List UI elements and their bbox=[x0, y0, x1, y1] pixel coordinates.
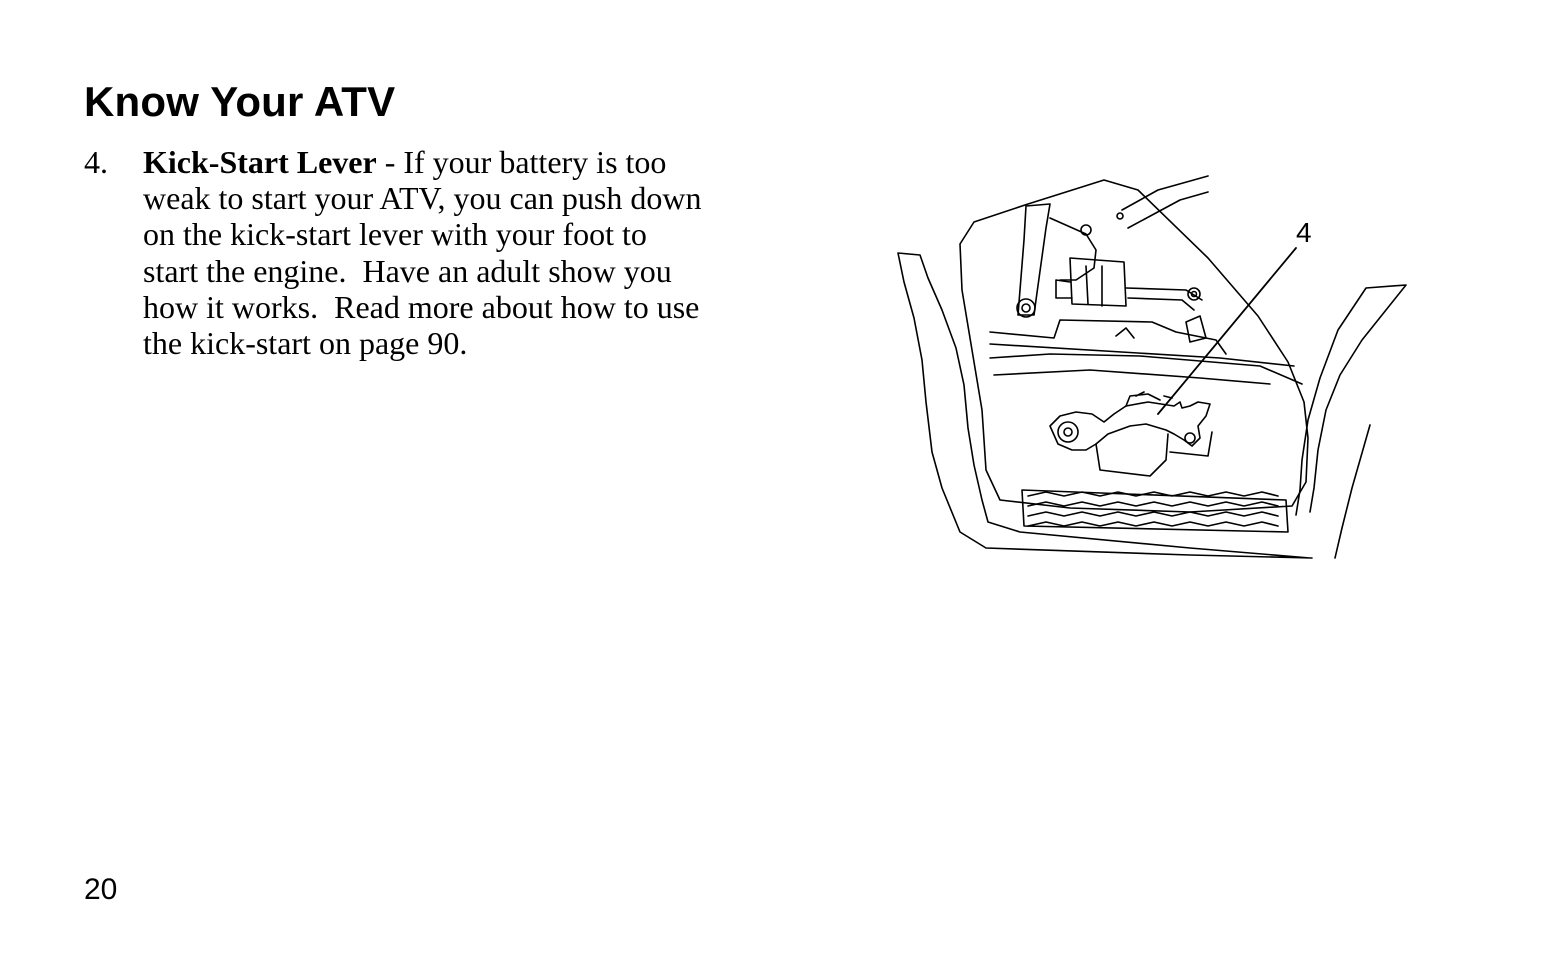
kick-start-lever bbox=[1050, 402, 1210, 450]
description-line-2: weak to start your ATV, you can push down bbox=[143, 180, 702, 217]
frame-tube bbox=[1122, 176, 1208, 228]
linkage-arm bbox=[1018, 204, 1050, 315]
description-line-3: on the kick-start lever with your foot to bbox=[143, 216, 647, 253]
left-fender bbox=[898, 253, 1312, 558]
callout-label-4: 4 bbox=[1296, 217, 1312, 248]
list-item-kick-start-lever bbox=[84, 144, 804, 361]
description-line-1 bbox=[143, 144, 804, 180]
item-description bbox=[143, 144, 804, 361]
description-line-4: start the engine. Have an adult show you bbox=[143, 252, 672, 289]
kick-start-lever-illustration bbox=[890, 170, 1420, 565]
description-line-6: the kick-start on page 90. bbox=[143, 325, 468, 362]
item-term: Kick-Start Lever bbox=[143, 144, 377, 180]
description-text-1: - If your battery is too bbox=[376, 144, 667, 180]
description-line-5: how it works. Read more about how to use bbox=[143, 288, 700, 325]
page-title: Know Your ATV bbox=[84, 78, 396, 125]
item-number: 4. bbox=[84, 144, 108, 180]
callout-leader-line bbox=[1158, 248, 1296, 414]
page-number: 20 bbox=[84, 873, 118, 906]
right-fender bbox=[1296, 285, 1406, 558]
